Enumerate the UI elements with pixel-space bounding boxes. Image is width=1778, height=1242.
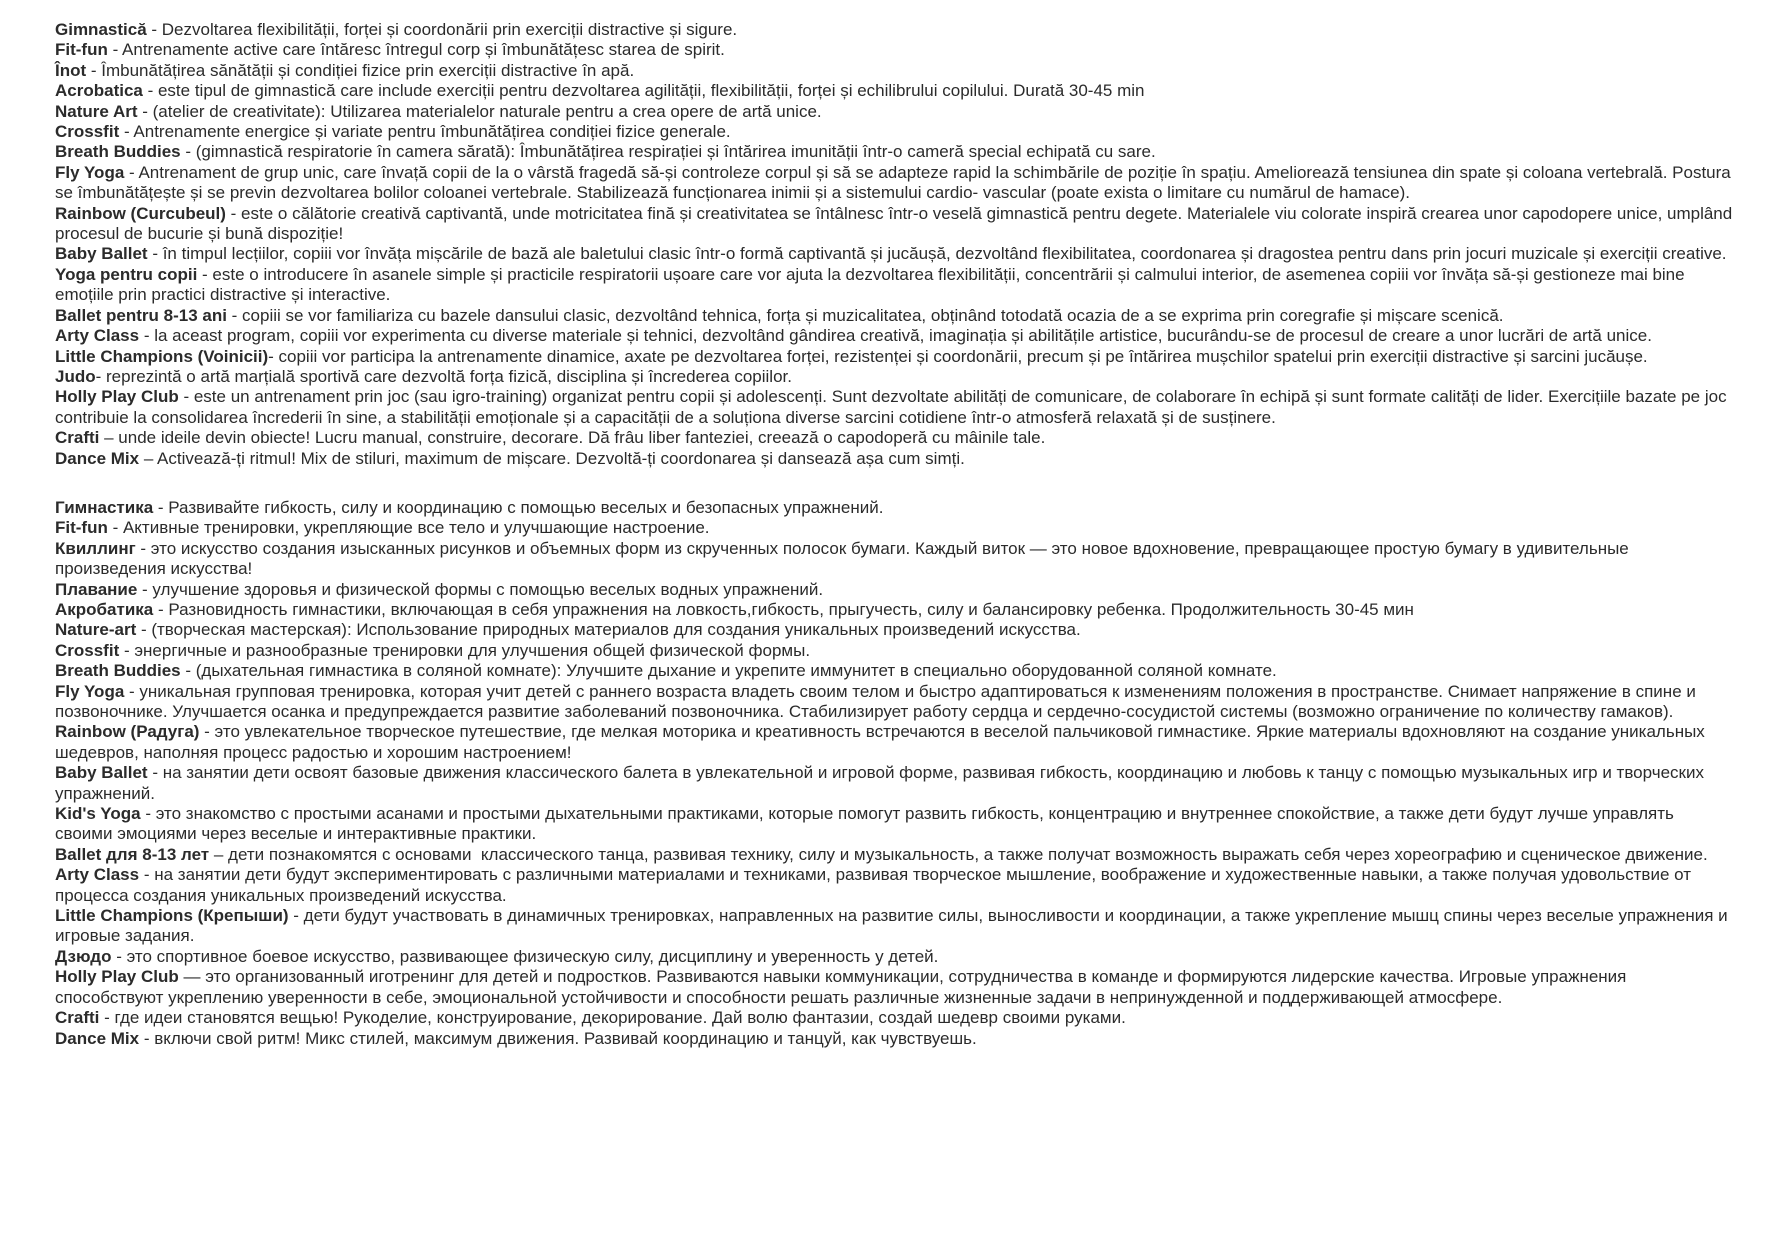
activity-description: - где идеи становятся вещью! Рукоделие, конструирование, декорирование. Дай волю фантазии, создай шедевр своими руками. [99,1008,1126,1028]
activity-entry [55,763,1734,804]
activity-term: Dance Mix [55,448,140,468]
activity-term: Fit-fun [55,518,108,538]
activity-entry [55,580,1734,600]
activity-description: - это искусство создания изысканных рисунков и объемных форм из скрученных полосок бумаги. Каждый виток — это новое вдохновение, превращающее простую бумагу в удивительные произведения искусства! [55,538,1634,579]
activity-description: - (gimnastică respiratorie în camera sărată): Îmbunătățirea respirației și întărirea imunității într-o cameră special echipată cu sare. [180,142,1156,162]
activity-entry [55,203,1737,245]
activity-description: - copiii se vor familiariza cu bazele dansului clasic, dezvoltând tehnica, forța și muzicalitatea, obținând totodată ocazia de a se exprima prin coregrafie și mișcare scenică. [226,305,1504,325]
activity-term: Crossfit [55,640,120,660]
activity-description: - улучшение здоровья и физической формы с помощью веселых водных упражнений. [137,579,824,599]
activity-description: — это организованный иготренинг для детей и подростков. Развиваются навыки коммуникации, сотрудничества в команде и формируются лидерские качества. Игровые упражнения способствуют укреплению уверенности в себе, эмоциональной устойчивости и способности решать различные жизненные задачи в непринужденной и поддерживающей атмосфере. [55,967,1632,1007]
activity-entry [55,20,1734,40]
activity-term: Rainbow (Радуга) [55,722,200,742]
activity-description: - на занятии дети освоят базовые движения классического балета в увлекательной и игровой форме, развивая гибкость, координацию и любовь к танцу с помощью музыкальных игр и творческих упражнений. [55,763,1709,803]
activity-description: - включи свой ритм! Микс стилей, максимум движения. Развивай координацию и танцуй, как чувствуешь. [139,1028,977,1048]
activity-term: Акробатика [55,599,154,619]
activity-entry [55,967,1734,1008]
activity-entry [55,865,1734,906]
activity-entry [55,244,1734,264]
activity-entry [55,804,1734,845]
activity-term: Judo [55,366,96,386]
activity-description: - este tipul de gimnastică care include exerciții pentru dezvoltarea agilității, flexibilității, forței și echilibrului copilului. Durată 30-45 min [142,81,1145,101]
activity-entry [55,449,1734,469]
activity-term: Ballet для 8-13 лет [55,844,210,864]
activity-description: - это увлекательное творческое путешествие, где мелкая моторика и креативность встречаются в веселой пальчиковой гимнастике. Яркие материалы вдохновляют на создание уникальных шедевров, наполняя процесс радостью и хорошим настроением! [55,722,1710,762]
activity-entry [55,40,1734,60]
activity-description: – дети познакомятся с основами классического танца, развивая технику, силу и музыкальность, а также получат возможность выражать себя через хореографию и сценическое движение. [209,844,1708,864]
activity-entry [55,620,1734,640]
activity-description: - este un antrenament prin joc (sau igro-training) organizat pentru copii și adolescenți. Sunt dezvoltate abilități de comunicare, de colaborare în echipă și sunt formate calități de lider. Exercițiile bazate pe joc contribuie la consolidarea încrederii în sine, a stabilității emoționale și a capacității de a soluționa diverse sarcini cotidiene într-o atmosferă relaxată și de susținere. [55,387,1732,427]
activity-term: Holly Play Club [55,387,179,407]
activity-term: Little Champions (Крепыши) [55,906,289,926]
activity-description: - este o introducere în asanele simple și practicile respiratorii ușoare care vor ajuta la dezvoltarea flexibilității, concentrării și calmului interior, de asemenea copiii vor învăța să-și gestioneze mai bine emoțiile prin practici distractive și interactive. [55,264,1690,305]
activity-description: - дети будут участвовать в динамичных тренировках, направленных на развитие силы, выносливости и координации, а также укрепление мышц спины через веселые упражнения и игровые задания. [55,906,1733,946]
activity-description: - это спортивное боевое искусство, развивающее физическую силу, дисциплину и уверенность у детей. [111,946,939,966]
activity-entry [55,306,1734,326]
activity-term: Rainbow (Curcubeul) [55,203,226,223]
activity-entry [55,498,1734,518]
activity-term: Breath Buddies [55,661,181,681]
activity-entry [55,947,1734,967]
activity-description: - Antrenamente active care întăresc întregul corp și îmbunătățesc starea de spirit. [107,40,725,60]
activity-description: - copiii vor participa la antrenamente dinamice, axate pe dezvoltarea forței, rezistenței și coordonării, precum și pe întărirea mușchilor spatelui prin exerciții distractive și sarcini jucăușe. [268,346,1648,366]
activity-term: Acrobatica [55,81,143,101]
activity-term: Crossfit [55,122,120,142]
activity-description: - Antrenament de grup unic, care învață copii de la o vârstă fragedă să-și controleze corpul și să se adapteze rapid la schimbările de poziție în spațiu. Ameliorează tensiunea din spate și coloana vertebrală. Postura se îmbunătățește și se previn dezvoltarea bolilor coloanei vertebrale. Stabilizează funcționarea inimii și a sistemului cardio- vascular (poate exista o limitare cu numărul de hamace). [55,162,1736,203]
activity-entry [55,122,1734,142]
activity-entry [55,326,1734,346]
activity-entry [55,1008,1734,1028]
activity-term: Holly Play Club [55,967,179,987]
activity-term: Breath Buddies [55,142,181,162]
activity-term: Înot [55,60,87,80]
activity-entry [55,661,1734,681]
activity-description: - это знакомство с простыми асанами и простыми дыхательными практиками, которые помогут развить гибкость, концентрацию и внутреннее спокойствие, а также дети будут лучше управлять своими эмоциями через веселые и интерактивные практики. [55,804,1679,844]
activity-term: Kid's Yoga [55,804,141,824]
activity-description: - este o călătorie creativă captivantă, unde motricitatea fină și creativitatea se întâlnesc într-o veselă gimnastică pentru degete. Materialele viu colorate inspiră crearea unor capodopere unice, umplând procesul de bucurie și bună dispoziție! [55,203,1737,244]
activity-entry [55,367,1734,387]
activity-description: - Antrenamente energice și variate pentru îmbunătățirea condiției fizice generale. [119,122,731,142]
activity-description: - (дыхательная гимнастика в соляной комнате): Улучшите дыхание и укрепите иммунитет в специально оборудованной соляной комнате. [180,661,1277,681]
activity-description: - на занятии дети будут экспериментировать с различными материалами и техниками, развивая творческое мышление, воображение и художественные навыки, а также получая удовольствие от процесса создания уникальных произведений искусства. [55,865,1696,905]
activity-description: - Активные тренировки, укрепляющие все тело и улучшающие настроение. [107,518,710,538]
activity-entry [55,1029,1734,1049]
section-romanian [55,20,1737,469]
activity-term: Nature-art [55,620,137,640]
activity-description: – unde ideile devin obiecte! Lucru manual, construire, decorare. Dă frâu liber fanteziei, creează o capodoperă cu mâinile tale. [99,428,1046,448]
activity-description: - la aceast program, copiii vor experimenta cu diverse materiale și tehnici, dezvoltând gândirea creativă, imaginația și abilitățile artistice, bucurându-se de procesul de creare a unor lucrări de artă unice. [139,326,1652,346]
activity-term: Crafti [55,428,100,448]
activity-term: Little Champions (Voinicii) [55,346,269,366]
activity-entry [55,539,1734,580]
activity-description: - Развивайте гибкость, силу и координацию с помощью веселых и безопасных упражнений. [153,497,884,517]
section-russian [55,498,1734,1049]
activity-description: – Activează-ți ritmul! Mix de stiluri, maximum de mișcare. Dezvoltă-ți coordonarea și dansează așa cum simți. [139,448,965,468]
activity-term: Yoga pentru copii [55,264,198,284]
activity-entry [55,428,1734,448]
activity-term: Квиллинг [55,538,136,558]
activity-term: Fit-fun [55,40,108,60]
activity-description: - reprezintă o artă marțială sportivă care dezvoltă forța fizică, disciplina și încrederea copiilor. [95,366,792,386]
activity-term: Dance Mix [55,1028,140,1048]
activity-term: Nature Art [55,101,138,121]
activity-term: Дзюдо [55,946,112,966]
activity-entry [55,518,1734,538]
activity-description: - (atelier de creativitate): Utilizarea materialelor naturale pentru a crea opere de artă unice. [137,101,822,121]
activity-entry [55,163,1734,204]
activity-term: Gimnastică [55,20,147,39]
activity-entry [55,722,1734,763]
activity-term: Ballet pentru 8-13 ani [55,305,227,325]
activity-term: Fly Yoga [55,162,125,182]
activity-entry [55,845,1734,865]
section-gap [55,469,1734,498]
activity-entry [55,387,1734,428]
activity-entry [55,906,1734,947]
activity-entry [55,102,1734,122]
activity-term: Arty Class [55,326,140,346]
activity-entry [55,61,1734,81]
activity-term: Crafti [55,1008,100,1028]
activity-description: - уникальная групповая тренировка, которая учит детей с раннего возраста владеть своим телом и быстро адаптироваться к изменениям положения в пространстве. Снимает напряжение в спине и позвоночнике. Улучшается осанка и предупреждается развитие заболеваний позвоночника. Стабилизирует работу сердца и сердечно-сосудистой системы (возможно ограничение по количеству гамаков). [55,681,1701,721]
activity-entry [55,600,1734,620]
activity-description: - Dezvoltarea flexibilității, forței și coordonării prin exerciții distractive și sigure. [146,20,738,39]
activity-entry [55,347,1734,367]
activity-term: Fly Yoga [55,681,125,701]
activity-term: Arty Class [55,865,140,885]
activity-description: - Разновидность гимнастики, включающая в себя упражнения на ловкость,гибкость, прыгучесть, силу и балансировку ребенка. Продолжительность 30-45 мин [153,599,1414,619]
activity-term: Baby Ballet [55,244,148,264]
activity-description: - în timpul lecțiilor, copiii vor învăța mișcările de bază ale baletului clasic într-o formă captivantă și jucăușă, dezvoltând flexibilitatea, coordonarea și dragostea pentru dans prin jocuri muzicale și exerciții creative. [147,244,1727,264]
activity-entry [55,641,1734,661]
activity-description: - (творческая мастерская): Использование природных материалов для создания уникальных произведений искусства. [136,620,1081,640]
activity-term: Baby Ballet [55,763,148,783]
activity-entry [55,265,1734,306]
activity-description: - энергичные и разнообразные тренировки для улучшения общей физической формы. [119,640,811,660]
activity-description: - Îmbunătățirea sănătății și condiției fizice prin exerciții distractive în apă. [86,60,635,80]
activity-term: Плавание [55,579,138,599]
activity-term: Гимнастика [55,497,154,517]
activity-entry [55,142,1734,162]
activity-entry [55,81,1734,101]
activity-entry [55,682,1734,723]
